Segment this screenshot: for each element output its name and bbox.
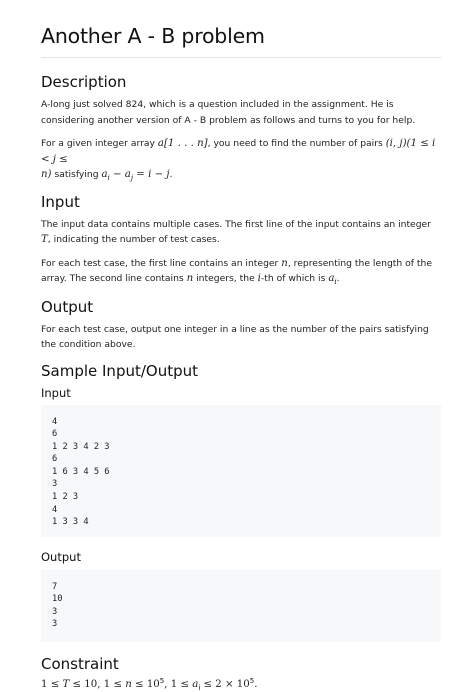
- math-expression: [328, 273, 336, 284]
- math-symbol: a: [192, 679, 198, 690]
- math-subscript: i: [108, 174, 110, 182]
- math-text: .: [254, 679, 257, 690]
- output-heading: Output: [41, 298, 441, 316]
- math-symbol: n: [187, 273, 194, 284]
- text: For a given integer array: [41, 138, 158, 149]
- math-subscript: i: [198, 683, 200, 691]
- output-paragraph: For each test case, output one integer in a line as the number of the pairs satisfying the condition above.: [41, 322, 441, 353]
- text: integers, the: [193, 273, 257, 284]
- constraint-paragraph: [41, 677, 441, 692]
- description-heading: Description: [41, 73, 441, 91]
- math-text: ≤ 10, 1 ≤: [69, 679, 125, 690]
- math-expression: n): [41, 169, 52, 180]
- description-paragraph-1: A-long just solved 824, which is a question included in the assignment. He is considering another version of A - B problem as follows and turns to you for help.: [41, 97, 441, 128]
- input-heading: Input: [41, 193, 441, 211]
- sample-output-label: Output: [41, 550, 441, 564]
- math-expression: a[1 . . . n]: [158, 138, 208, 149]
- math-text: , 1 ≤: [164, 679, 192, 690]
- text: .: [170, 169, 173, 180]
- text: , you need to find the number of pairs: [208, 138, 386, 149]
- text: -th of which is: [261, 273, 328, 284]
- math-expression: [101, 169, 169, 180]
- text: satisfying: [52, 169, 102, 180]
- text: , representing the length of the array. The second line contains: [41, 258, 432, 285]
- text: For each test case, the first line contains an integer: [41, 258, 281, 269]
- page-title: Another A - B problem: [41, 0, 441, 58]
- math-text: ≤ 2 × 10: [200, 679, 249, 690]
- sample-input-label: Input: [41, 386, 441, 400]
- math-symbol: T: [41, 234, 48, 245]
- input-paragraph-1: [41, 217, 441, 248]
- text: The input data contains multiple cases. The first line of the input contains an integer: [41, 219, 431, 230]
- math-superscript: 5: [250, 676, 254, 684]
- sample-input-code-block: 4 6 1 2 3 4 2 3 6 1 6 3 4 5 6 3 1 2 3 4 1 3 3 4: [41, 405, 441, 537]
- text: .: [337, 273, 340, 284]
- math-symbol: a: [328, 273, 334, 284]
- text: , indicating the number of test cases.: [48, 234, 220, 245]
- math-symbol: i: [258, 273, 261, 284]
- sample-output-code-block: 7 10 3 3: [41, 570, 441, 642]
- math-symbol: n: [125, 679, 132, 690]
- constraint-heading: Constraint: [41, 655, 441, 673]
- math-expression: (i, j)(1 ≤ i < j ≤: [41, 138, 435, 165]
- input-paragraph-2: [41, 256, 441, 287]
- description-paragraph-2: [41, 136, 441, 183]
- math-symbol: T: [63, 679, 70, 690]
- math-subscript: j: [131, 174, 133, 182]
- math-symbol: n: [281, 258, 288, 269]
- sample-heading: Sample Input/Output: [41, 362, 441, 380]
- math-symbol: − a: [110, 169, 131, 180]
- math-text: ≤ 10: [132, 679, 160, 690]
- math-text: 1 ≤: [41, 679, 63, 690]
- math-symbol: a: [101, 169, 107, 180]
- math-symbol: = i − j: [133, 169, 169, 180]
- math-superscript: 5: [160, 676, 164, 684]
- math-subscript: i: [334, 278, 336, 286]
